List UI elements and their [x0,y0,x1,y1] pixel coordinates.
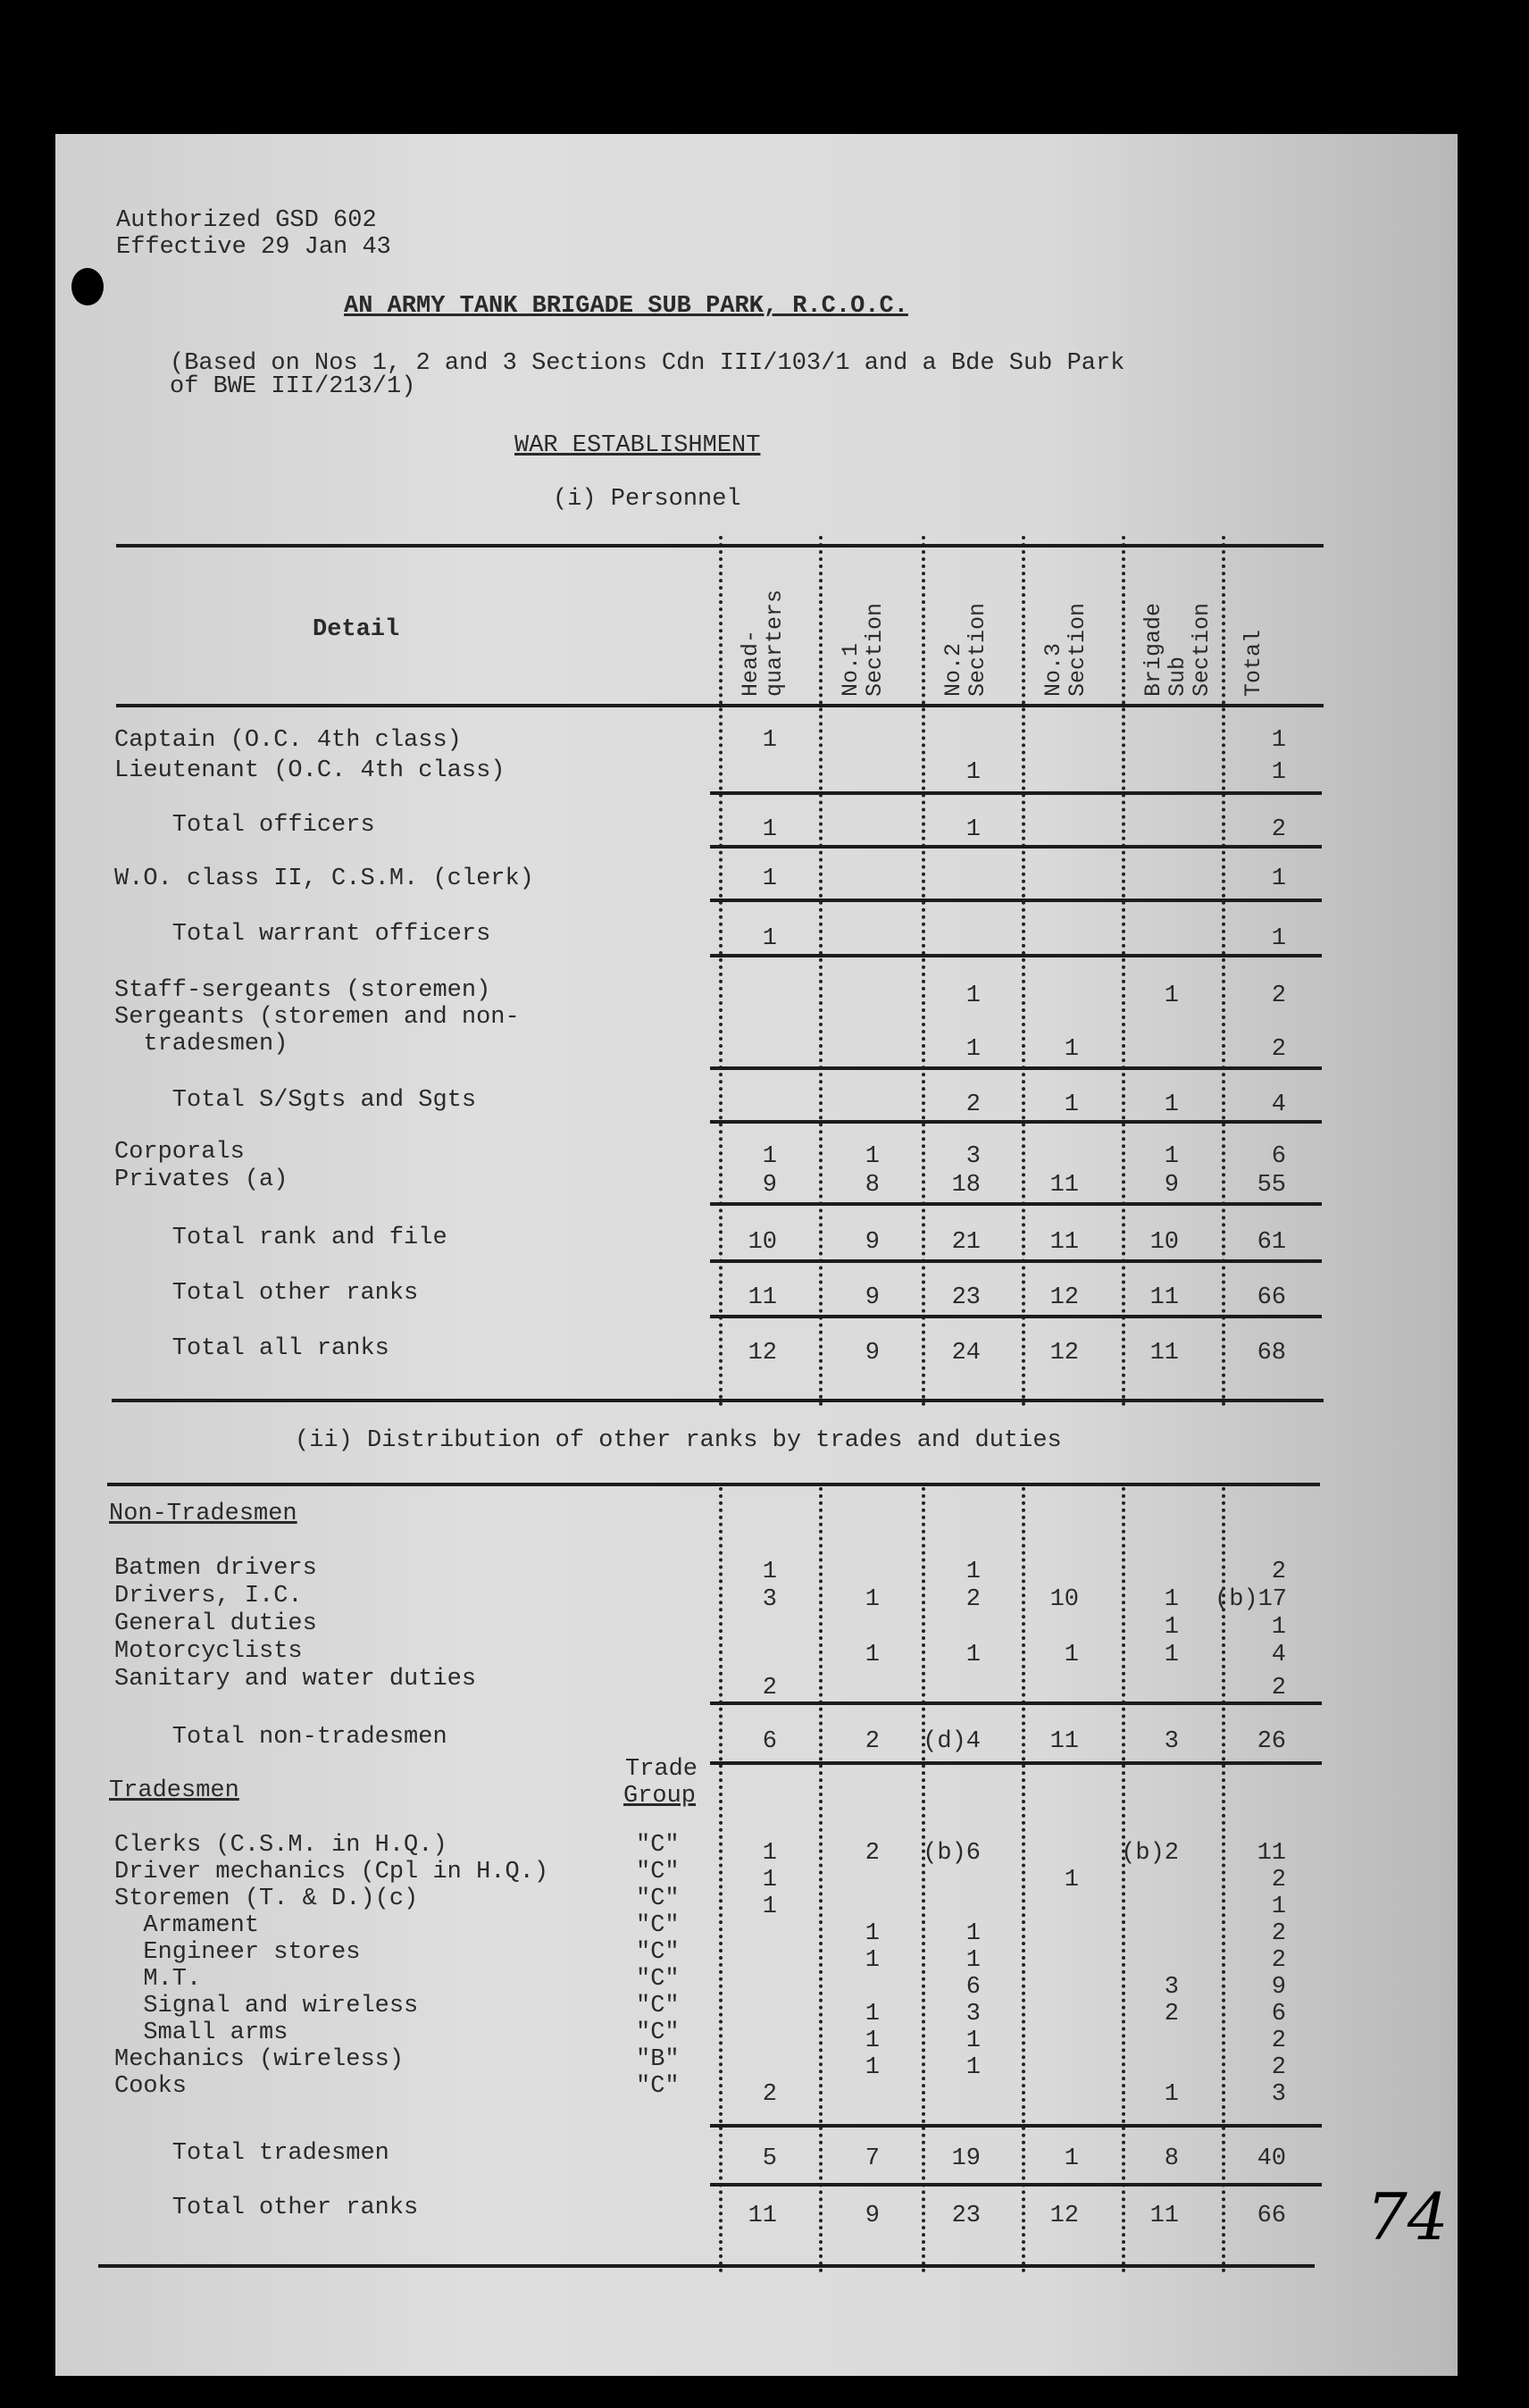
row-total-value: 4 [1271,1091,1286,1118]
row-total-value: 1 [1271,727,1286,754]
total-rule [710,1202,1322,1206]
total-rule [710,954,1322,957]
cell-value: 1 [865,1642,880,1668]
cell-value: 1 [1064,1036,1079,1063]
cell-value: 1 [865,1920,880,1947]
row-total-value: 11 [1257,1840,1286,1867]
cell-value: 12 [748,1340,777,1367]
column-separator [1122,536,1125,1407]
cell-value: 1 [1164,1091,1179,1118]
cell-value: 21 [951,1229,981,1256]
cell-value: 11 [748,2203,777,2229]
non_tradesmen-row-label: Drivers, I.C. [114,1583,303,1610]
cell-value: 1 [865,1586,880,1613]
tradesmen-row-label: Cooks [114,2073,188,2100]
total-rule [710,2124,1322,2128]
cell-value: 11 [1149,2203,1179,2229]
row-total-value: 55 [1257,1172,1286,1199]
tradesmen-row-label: M.T. [114,1966,202,1993]
tradesmen-row-label: Mechanics (wireless) [114,2046,405,2073]
trade-group: "C" [636,2073,680,2100]
cell-value: 2 [865,1728,880,1755]
cell-value: 1 [865,2001,880,2028]
cell-value: 11 [1049,1229,1079,1256]
cell-value: 10 [1049,1586,1079,1613]
cell-value: 1 [762,816,777,843]
cell-value: 9 [1164,1172,1179,1199]
cell-value: 6 [965,1974,981,2001]
section-1-title: (i) Personnel [553,486,741,513]
personnel-row-label: Total other ranks [114,1280,419,1307]
cell-value: 1 [762,1840,777,1867]
total-rule [710,845,1322,849]
row-total-value: 2 [1271,1867,1286,1894]
cell-value: 6 [762,1728,777,1755]
row-total-value: 2 [1271,1036,1286,1063]
cell-value: 11 [1149,1340,1179,1367]
cell-value: 1 [965,816,981,843]
personnel-row-label: Sergeants (storemen and non- tradesmen) [114,1004,520,1058]
row-total-value: 2 [1271,1920,1286,1947]
trade-group: "C" [636,1832,680,1859]
cell-value: 23 [951,1284,981,1311]
cell-value: 1 [762,1894,777,1920]
document-title: AN ARMY TANK BRIGADE SUB PARK, R.C.O.C. [344,293,908,320]
cell-value: 1 [965,1559,981,1585]
trade-group: "C" [636,1912,680,1939]
cell-value: 11 [1149,1284,1179,1311]
personnel-row-label: Total rank and file [114,1225,447,1251]
row-total-value: (b)17 [1215,1586,1288,1613]
cell-value: 1 [762,925,777,952]
row-total-value: 1 [1271,1614,1286,1641]
row-total-value: 3 [1271,2081,1286,2108]
non_tradesmen-row-label: Motorcyclists [114,1638,303,1665]
column-header: Head- quarters [738,589,788,697]
cell-value: 10 [748,1229,777,1256]
cell-value: 18 [951,1172,981,1199]
cell-value: 1 [865,2054,880,2081]
cell-value: (b)2 [1121,1840,1179,1867]
row-total-value: 2 [1271,816,1286,843]
cell-value: 12 [1049,1284,1079,1311]
cell-value: 1 [1164,1143,1179,1170]
cell-value: 3 [762,1586,777,1613]
total-rule [710,899,1322,902]
cell-value: 9 [865,1284,880,1311]
non-tradesmen-heading: Non-Tradesmen [109,1501,297,1527]
subtitle-line-1: (Based on Nos 1, 2 and 3 Sections Cdn III/103/1 and a Bde Sub Park [170,350,1125,377]
cell-value: 2 [965,1586,981,1613]
war-establishment-heading: WAR ESTABLISHMENT [514,432,761,459]
table-rule [98,2264,1315,2268]
cell-value: 19 [951,2145,981,2172]
cell-value: 1 [1164,1642,1179,1668]
row-total-value: 4 [1271,1642,1286,1668]
row-total-value: 1 [1271,925,1286,952]
cell-value: (b)6 [923,1840,981,1867]
personnel-row-label: Privates (a) [114,1166,288,1193]
trade-group: "C" [636,1939,680,1966]
cell-value: 1 [1164,1586,1179,1613]
column-separator [1222,536,1225,1407]
trade-group-header-1: Trade [625,1756,698,1783]
cell-value: 2 [762,1675,777,1701]
cell-value: 9 [865,1340,880,1367]
authorized-line: Authorized GSD 602 [116,207,377,234]
trade-group: "C" [636,1966,680,1993]
personnel-row-label: Staff-sergeants (storemen) [114,977,491,1004]
personnel-row-label: Lieutenant (O.C. 4th class) [114,757,505,784]
table-rule [116,544,1324,548]
total-rule [710,1120,1322,1124]
cell-value: 1 [1164,1614,1179,1641]
cell-value: 2 [865,1840,880,1867]
row-total-value: 1 [1271,1894,1286,1920]
trade-group: "C" [636,1885,680,1912]
cell-value: 1 [762,1867,777,1894]
page-number: 74 [1366,2179,1449,2254]
row-total-value: 66 [1257,2203,1286,2229]
total-rule [710,1701,1322,1705]
cell-value: 3 [1164,1728,1179,1755]
tradesmen-row-label: Signal and wireless [114,1993,419,2019]
cell-value: 1 [762,865,777,892]
non_tradesmen-row-label: Sanitary and water duties [114,1666,477,1693]
cell-value: 11 [748,1284,777,1311]
cell-value: 1 [965,1642,981,1668]
total-rule [710,2183,1322,2186]
cell-value: 1 [865,1947,880,1974]
cell-value: 9 [762,1172,777,1199]
cell-value: (d)4 [923,1728,981,1755]
cell-value: 1 [865,2028,880,2054]
cell-value: 1 [762,1143,777,1170]
total-rule [710,1259,1322,1263]
row-total-value: 6 [1271,1143,1286,1170]
cell-value: 11 [1049,1172,1079,1199]
cell-value: 8 [1164,2145,1179,2172]
row-total-value: 6 [1271,2001,1286,2028]
tradesmen-row-label: Engineer stores [114,1939,361,1966]
row-total-value: 2 [1271,2028,1286,2054]
row-total-value: 26 [1257,1728,1286,1755]
trade-group: "B" [636,2046,680,2073]
row-total-value: 1 [1271,865,1286,892]
cell-value: 1 [865,1143,880,1170]
cell-value: 3 [965,2001,981,2028]
row-total-value: 66 [1257,1284,1286,1311]
cell-value: 23 [951,2203,981,2229]
column-separator [922,536,925,1407]
column-header: Brigade Sub Section [1140,602,1215,697]
cell-value: 8 [865,1172,880,1199]
cell-value: 1 [965,1947,981,1974]
cell-value: 1 [1064,1867,1079,1894]
cell-value: 2 [965,1091,981,1118]
table-rule [107,1483,1320,1486]
cell-value: 1 [1164,982,1179,1009]
cell-value: 5 [762,2145,777,2172]
column-separator [719,536,723,1407]
total-rule [710,1315,1322,1318]
row-total-value: 1 [1271,759,1286,786]
cell-value: 1 [965,2028,981,2054]
total-rule [710,1761,1322,1765]
cell-value: 1 [762,727,777,754]
cell-value: 1 [965,759,981,786]
cell-value: 1 [762,1559,777,1585]
cell-value: 11 [1049,1728,1079,1755]
tradesmen-row-label: Storemen (T. & D.)(c) [114,1885,419,1912]
non_tradesmen-row-label: Batmen drivers [114,1555,317,1582]
trade-group: "C" [636,2019,680,2046]
column-header: No.1 Section [838,602,888,697]
personnel-row-label: Total all ranks [114,1335,389,1362]
cell-value: 1 [1064,1642,1079,1668]
column-header: Total [1241,629,1266,697]
tradesmen-heading: Tradesmen [109,1777,239,1804]
effective-line: Effective 29 Jan 43 [116,234,391,261]
trade-group: "C" [636,1859,680,1885]
subtitle-line-2: of BWE III/213/1) [170,373,416,400]
tradesmen-row-label: Driver mechanics (Cpl in H.Q.) [114,1859,549,1885]
trade-group-header-2: Group [623,1783,697,1810]
tradesmen_totals-row-label: Total other ranks [114,2195,419,2221]
column-separator [819,536,823,1407]
non_tradesmen-row-label: Total non-tradesmen [114,1724,447,1751]
personnel-row-label: Total officers [114,812,375,839]
row-total-value: 68 [1257,1340,1286,1367]
section-2-title: (ii) Distribution of other ranks by trades and duties [295,1427,1062,1454]
total-rule [710,791,1322,795]
personnel-row-label: Captain (O.C. 4th class) [114,727,462,754]
cell-value: 10 [1149,1229,1179,1256]
table-rule [116,704,1324,707]
tradesmen-row-label: Armament [114,1912,260,1939]
detail-header: Detail [313,616,400,643]
trade-group: "C" [636,1993,680,2019]
row-total-value: 2 [1271,1947,1286,1974]
cell-value: 12 [1049,1340,1079,1367]
table-rule [112,1399,1324,1402]
personnel-row-label: Corporals [114,1139,245,1166]
tradesmen_totals-row-label: Total tradesmen [114,2140,389,2167]
cell-value: 3 [1164,1974,1179,2001]
cell-value: 7 [865,2145,880,2172]
row-total-value: 2 [1271,982,1286,1009]
cell-value: 1 [965,1920,981,1947]
row-total-value: 2 [1271,1559,1286,1585]
tradesmen-row-label: Clerks (C.S.M. in H.Q.) [114,1832,447,1859]
row-total-value: 2 [1271,2054,1286,2081]
personnel-row-label: W.O. class II, C.S.M. (clerk) [114,865,534,892]
cell-value: 9 [865,1229,880,1256]
cell-value: 1 [965,2054,981,2081]
cell-value: 24 [951,1340,981,1367]
tradesmen-row-label: Small arms [114,2019,288,2046]
column-header: No.2 Section [940,602,990,697]
column-header: No.3 Section [1040,602,1090,697]
cell-value: 3 [965,1143,981,1170]
cell-value: 2 [762,2081,777,2108]
cell-value: 2 [1164,2001,1179,2028]
row-total-value: 9 [1271,1974,1286,2001]
cell-value: 1 [1164,2081,1179,2108]
cell-value: 12 [1049,2203,1079,2229]
non_tradesmen-row-label: General duties [114,1610,317,1637]
cell-value: 1 [1064,2145,1079,2172]
cell-value: 1 [965,982,981,1009]
column-separator [1022,536,1025,1407]
cell-value: 9 [865,2203,880,2229]
row-total-value: 40 [1257,2145,1286,2172]
punch-hole [71,268,104,305]
row-total-value: 61 [1257,1229,1286,1256]
total-rule [710,1066,1322,1070]
personnel-row-label: Total warrant officers [114,921,491,948]
cell-value: 1 [1064,1091,1079,1118]
personnel-row-label: Total S/Sgts and Sgts [114,1087,477,1114]
cell-value: 1 [965,1036,981,1063]
row-total-value: 2 [1271,1675,1286,1701]
